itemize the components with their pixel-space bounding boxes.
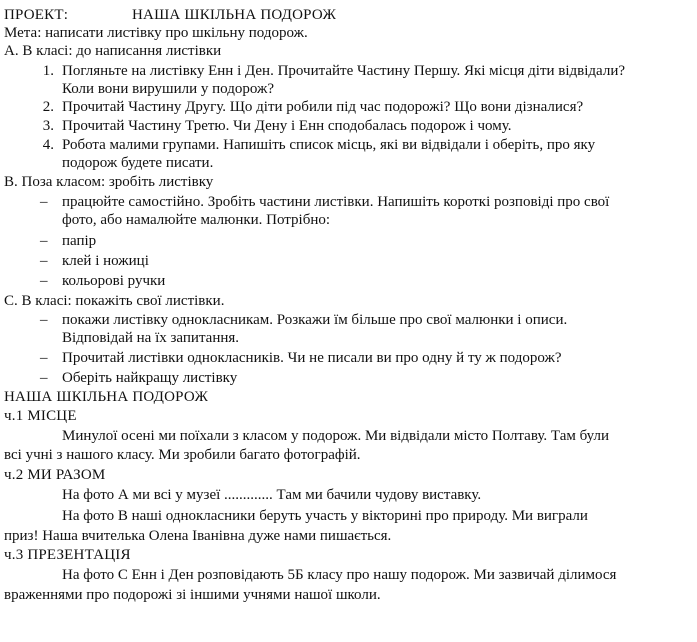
dash-bullet: – (40, 312, 48, 328)
part1-heading: ч.1 МІСЦЕ (4, 408, 77, 424)
project-label: ПРОЕКТ: (4, 7, 69, 23)
story-text: На фото В наші однокласники беруть участь у вікторині про природу. Ми виграли (62, 508, 588, 524)
story-text: На фото А ми всі у музеї ............. Там ми бачили чудову виставку. (62, 487, 482, 503)
goal-line: Мета: написати листівку про шкільну подорож. (4, 25, 308, 41)
story-text: всі учні з нашого класу. Ми зробили багато фотографій. (4, 447, 361, 463)
part3-heading: ч.3 ПРЕЗЕНТАЦІЯ (4, 547, 131, 563)
project-title: НАША ШКІЛЬНА ПОДОРОЖ (132, 7, 337, 23)
list-item-text: покажи листівку однокласникам. Розкажи їм більше про свої малюнки і описи. (62, 312, 568, 328)
dash-bullet: – (40, 233, 48, 249)
list-item-text: кольорові ручки (62, 273, 166, 289)
list-item-text: Прочитай листівки однокласників. Чи не писали ви про одну й ту ж подорож? (62, 350, 562, 366)
list-item-text: Відповідай на їх запитання. (62, 330, 240, 346)
item-number: 2. (42, 99, 54, 115)
list-item-text: клей і ножиці (62, 253, 149, 269)
part2-heading: ч.2 МИ РАЗОМ (4, 467, 106, 483)
list-item-text: працюйте самостійно. Зробіть частини листівки. Напишіть короткі розповіді про свої (62, 194, 610, 210)
story-text: На фото С Енн і Ден розповідають 5Б класу про нашу подорож. Ми зазвичай ділимося (62, 567, 617, 583)
story-text: Минулої осені ми поїхали з класом у подорож. Ми відвідали місто Полтаву. Там були (62, 428, 610, 444)
list-item-text: папір (62, 233, 97, 249)
list-item-text: Коли вони вирушили у подорож? (62, 81, 274, 97)
list-item-text: Оберіть найкращу листівку (62, 370, 238, 386)
item-number: 4. (42, 137, 54, 153)
list-item-text: Погляньте на листівку Енн і Ден. Прочитайте Частину Першу. Які місця діти відвідали? (62, 63, 626, 79)
dash-bullet: – (40, 253, 48, 269)
item-number: 3. (42, 118, 54, 134)
list-item-text: фото, або намалюйте малюнки. Потрібно: (62, 212, 331, 228)
dash-bullet: – (40, 273, 48, 289)
section-a-title: А. В класі: до написання листівки (4, 43, 222, 59)
dash-bullet: – (40, 194, 48, 210)
dash-bullet: – (40, 370, 48, 386)
section-c-title: С. В класі: покажіть свої листівки. (4, 293, 225, 309)
section-b-title: В. Поза класом: зробіть листівку (4, 174, 214, 190)
list-item-text: Робота малими групами. Напишіть список місць, які ви відвідали і оберіть, про яку (62, 137, 596, 153)
story-title: НАША ШКІЛЬНА ПОДОРОЖ (4, 389, 209, 405)
dash-bullet: – (40, 350, 48, 366)
item-number: 1. (42, 63, 54, 79)
story-text: приз! Наша вчителька Олена Іванівна дуже нами пишається. (4, 528, 392, 544)
story-text: враженнями про подорожі зі іншими учнями нашої школи. (4, 587, 381, 603)
list-item-text: Прочитай Частину Другу. Що діти робили під час подорожі? Що вони дізналися? (62, 99, 584, 115)
list-item-text: Прочитай Частину Третю. Чи Дену і Енн сподобалась подорож і чому. (62, 118, 512, 134)
list-item-text: подорож будете писати. (62, 155, 214, 171)
